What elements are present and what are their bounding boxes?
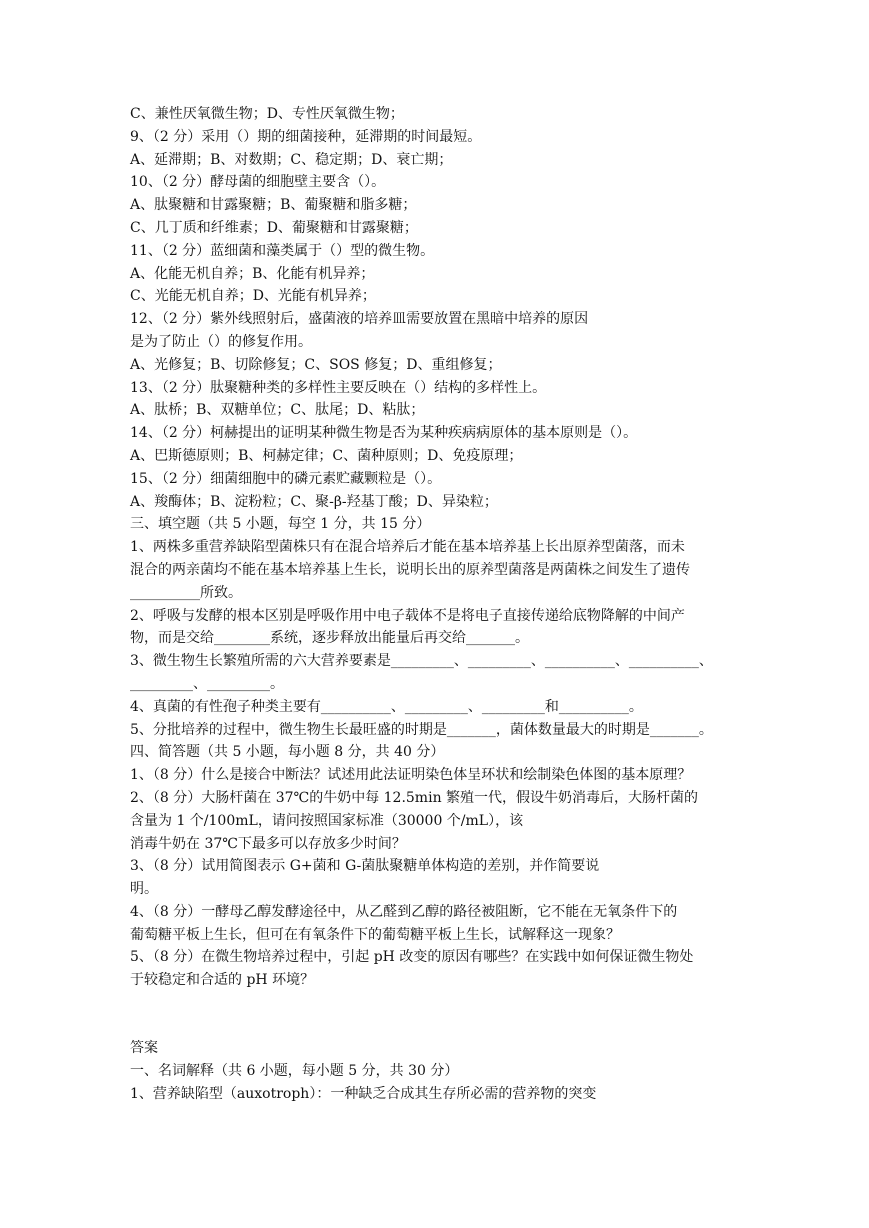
text-line: 是为了防止（）的修复作用。 bbox=[130, 333, 312, 350]
text-line: A、延滞期；B、对数期；C、稳定期；D、衰亡期； bbox=[130, 151, 453, 168]
text-line: 4、真菌的有性孢子种类主要有__________、_________、_________和__________。 bbox=[130, 698, 643, 715]
text-line: C、几丁质和纤维素；D、葡聚糖和甘露聚糖； bbox=[130, 219, 418, 236]
document-body bbox=[130, 103, 742, 1105]
text-line: 混合的两亲菌均不能在基本培养基上生长，说明长出的原养型菌落是两菌株之间发生了遗传 bbox=[130, 561, 690, 578]
text-line: 1、两株多重营养缺陷型菌株只有在混合培养后才能在基本培养基上长出原养型菌落，而未 bbox=[130, 539, 685, 556]
text-line: 明。 bbox=[130, 881, 158, 898]
text-line: A、肽聚糖和甘露聚糖；B、葡聚糖和脂多糖； bbox=[130, 197, 417, 214]
text-line: 12、（2 分）紫外线照射后，盛菌液的培养皿需要放置在黑暗中培养的原因 bbox=[130, 311, 589, 328]
text-line: 3、微生物生长繁殖所需的六大营养要素是_________、_________、__________、__________、 bbox=[130, 653, 713, 670]
text-line: 13、（2 分）肽聚糖种类的多样性主要反映在（）结构的多样性上。 bbox=[130, 379, 547, 396]
section-gap bbox=[130, 992, 742, 1037]
text-line: A、化能无机自养；B、化能有机异养； bbox=[130, 265, 375, 282]
text-line: 葡萄糖平板上生长，但可在有氧条件下的葡萄糖平板上生长，试解释这一现象？ bbox=[130, 926, 620, 943]
text-line: A、光修复；B、切除修复；C、SOS 修复；D、重组修复； bbox=[130, 356, 502, 373]
text-line: 四、简答题（共 5 小题，每小题 8 分，共 40 分） bbox=[130, 744, 445, 761]
text-line: 5、（8 分）在微生物培养过程中，引起 pH 改变的原因有哪些？在实践中如何保证微生物处 bbox=[130, 949, 694, 966]
text-line: __________所致。 bbox=[130, 584, 242, 601]
text-line: 一、名词解释（共 6 小题，每小题 5 分，共 30 分） bbox=[130, 1062, 459, 1079]
text-line: A、羧酶体；B、淀粉粒；C、聚-β-羟基丁酸；D、异染粒； bbox=[130, 493, 498, 510]
text-line: 2、呼吸与发酵的根本区别是呼吸作用中电子载体不是将电子直接传递给底物降解的中间产 bbox=[130, 607, 685, 624]
answers-section bbox=[130, 1037, 742, 1105]
text-line: C、光能无机自养；D、光能有机异养； bbox=[130, 288, 376, 305]
text-line: 2、（8 分）大肠杆菌在 37℃的牛奶中每 12.5min 繁殖一代，假设牛奶消毒后，大肠杆菌的 bbox=[130, 789, 699, 806]
text-line: 4、（8 分）一酵母乙醇发酵途径中，从乙醛到乙醇的路径被阻断，它不能在无氧条件下的 bbox=[130, 903, 678, 920]
text-line: 消毒牛奶在 37℃下最多可以存放多少时间？ bbox=[130, 835, 406, 852]
text-line: 10、（2 分）酵母菌的细胞壁主要含（）。 bbox=[130, 174, 386, 191]
text-line: _________、_________。 bbox=[130, 675, 284, 692]
text-line: 14、（2 分）柯赫提出的证明某种微生物是否为某种疾病病原体的基本原则是（）。 bbox=[130, 425, 638, 442]
text-line: 3、（8 分）试用简图表示 G+菌和 G-菌肽聚糖单体构造的差别，并作简要说 bbox=[130, 858, 600, 875]
text-line: A、肽桥；B、双糖单位；C、肽尾；D、粘肽； bbox=[130, 402, 425, 419]
text-line: 三、填空题（共 5 小题，每空 1 分，共 15 分） bbox=[130, 516, 431, 533]
text-line: 1、营养缺陷型（auxotroph）：一种缺乏合成其生存所必需的营养物的突变 bbox=[130, 1085, 597, 1102]
questions-section bbox=[130, 103, 742, 992]
text-line: 11、（2 分）蓝细菌和藻类属于（）型的微生物。 bbox=[130, 242, 435, 259]
text-line: 含量为 1 个/100mL，请问按照国家标准（30000 个/mL），该 bbox=[130, 812, 524, 829]
text-line: 答案 bbox=[130, 1040, 158, 1057]
text-line: 物，而是交给________系统，逐步释放出能量后再交给_______。 bbox=[130, 630, 529, 647]
text-line: 于较稳定和合适的 pH 环境？ bbox=[130, 972, 315, 989]
text-line: 1、（8 分）什么是接合中断法？试述用此法证明染色体呈环状和绘制染色体图的基本原理？ bbox=[130, 767, 692, 784]
text-line: C、兼性厌氧微生物；D、专性厌氧微生物； bbox=[130, 106, 404, 122]
text-line: 9、（2 分）采用（）期的细菌接种，延滞期的时间最短。 bbox=[130, 128, 482, 145]
text-line: 5、分批培养的过程中，微生物生长最旺盛的时期是_______，菌体数量最大的时期是_______。 bbox=[130, 721, 713, 738]
text-line: 15、（2 分）细菌细胞中的磷元素贮藏颗粒是（）。 bbox=[130, 470, 442, 487]
text-line: A、巴斯德原则；B、柯赫定律；C、菌种原则；D、免疫原理； bbox=[130, 447, 523, 464]
